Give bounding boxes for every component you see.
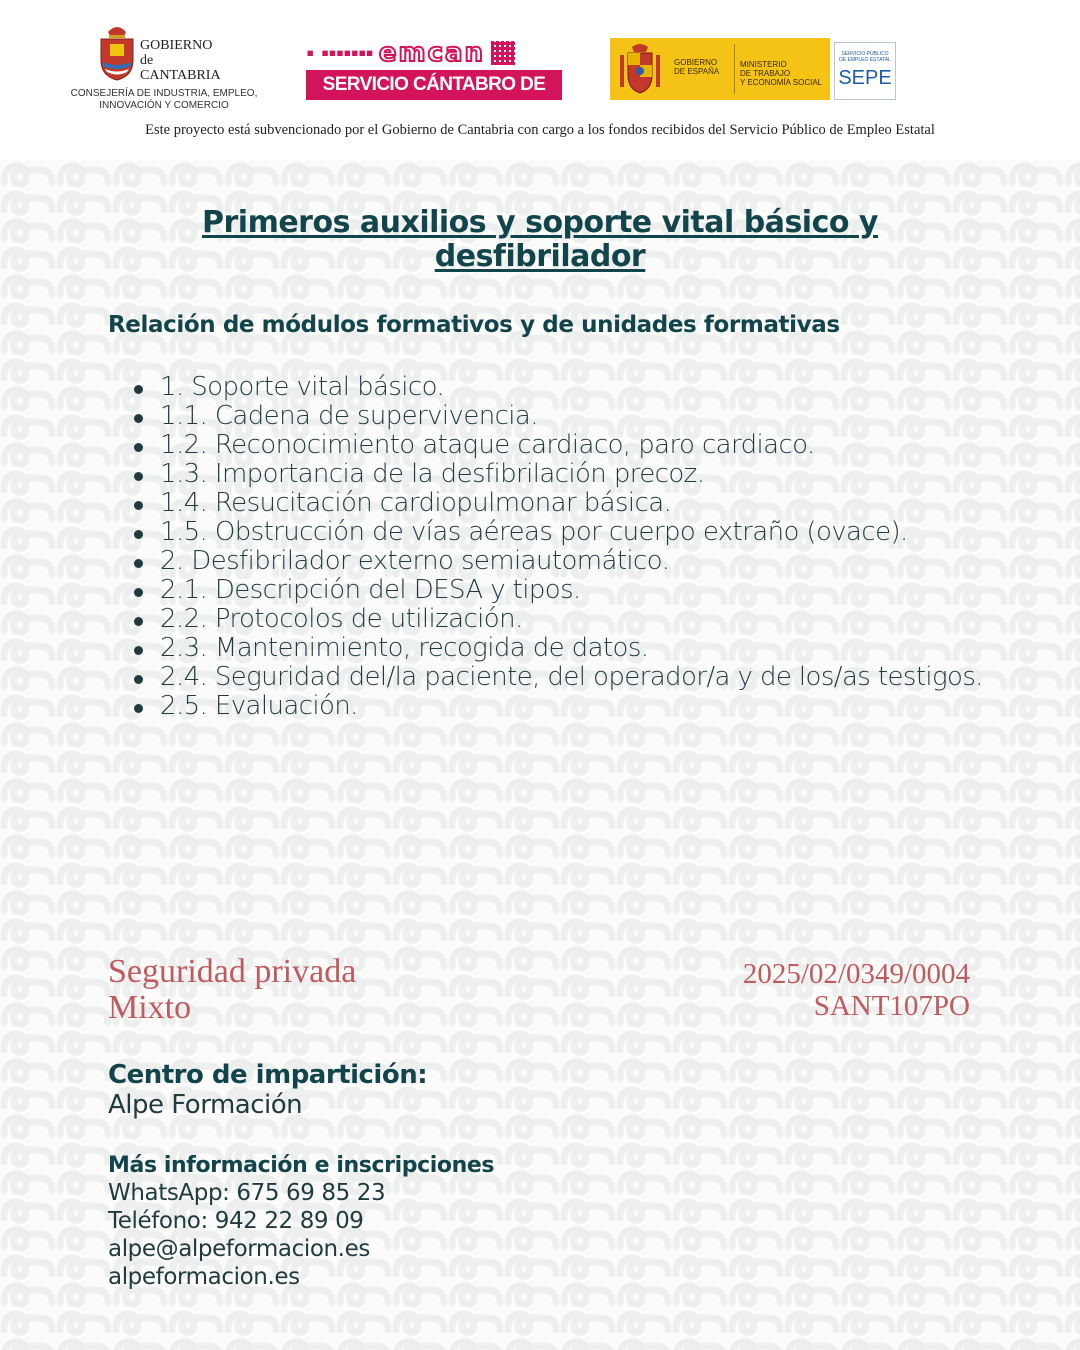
file-code: 2025/02/0349/0004 xyxy=(742,958,970,990)
module-item: 1.4. Resucitación cardiopulmonar básica. xyxy=(160,489,1060,518)
module-item: 2.1. Descripción del DESA y tipos. xyxy=(160,576,1060,605)
module-item: 2.4. Seguridad del/la paciente, del operador/a y de los/as testigos. xyxy=(160,663,1060,692)
gobierno-espana-logo xyxy=(610,38,830,100)
gobierno-espana-text: GOBIERNO DE ESPAÑA xyxy=(674,58,720,76)
module-item: 2. Desfibrilador externo semiautomático. xyxy=(160,547,1060,576)
module-item: 1.5. Obstrucción de vías aéreas por cuerpo extraño (ovace). xyxy=(160,518,1060,547)
cantabria-wordmark: GOBIERNO de CANTABRIA xyxy=(140,38,221,83)
email-link[interactable]: alpe@alpeformacion.es xyxy=(108,1236,370,1262)
emcan-dots-icon: ▪ ▪▪▪▪▪▪▪ xyxy=(306,45,373,61)
modules-list xyxy=(108,373,1060,721)
module-item: 1.2. Reconocimiento ataque cardiaco, paro cardiaco. xyxy=(160,431,1060,460)
subsidy-note: Este proyecto está subvencionado por el Gobierno de Cantabria con cargo a los fondos recibidos del Servicio Público de Empleo Estatal xyxy=(145,122,935,138)
whatsapp-number[interactable]: WhatsApp: 675 69 85 23 xyxy=(108,1180,386,1206)
sepe-wordmark: SEPE xyxy=(838,67,892,89)
course-sector: Seguridad privada xyxy=(108,953,357,990)
module-item: 2.2. Protocolos de utilización. xyxy=(160,605,1060,634)
modules-heading: Relación de módulos formativos y de unidades formativas xyxy=(108,312,840,338)
sepe-logo xyxy=(834,42,896,100)
emcan-logo xyxy=(306,38,564,125)
spain-coat-of-arms-icon xyxy=(618,43,662,95)
website-link[interactable]: alpeformacion.es xyxy=(108,1264,300,1290)
module-item: 1.1. Cadena de supervivencia. xyxy=(160,402,1060,431)
consejeria-name: CONSEJERÍA DE INDUSTRIA, EMPLEO, INNOVACIÓN Y COMERCIO xyxy=(70,88,258,111)
course-codes-block xyxy=(743,958,970,1022)
header xyxy=(0,0,1080,160)
contact-heading: Más información e inscripciones xyxy=(108,1153,495,1178)
gobierno-cantabria-logo xyxy=(68,20,260,114)
center-name: Alpe Formación xyxy=(108,1090,303,1120)
cantabria-coat-of-arms-icon xyxy=(98,22,136,82)
emcan-wordmark: emcan xyxy=(378,38,486,68)
course-sector-block xyxy=(108,954,356,1026)
course-modality: Mixto xyxy=(108,989,192,1026)
logo-divider xyxy=(734,44,735,94)
course-code: SANT107PO xyxy=(813,990,970,1022)
phone-number[interactable]: Teléfono: 942 22 89 09 xyxy=(108,1208,364,1234)
module-item: 1. Soporte vital básico. xyxy=(160,373,1060,402)
module-item: 1.3. Importancia de la desfibrilación precoz. xyxy=(160,460,1060,489)
module-item: 2.5. Evaluación. xyxy=(160,692,1060,721)
center-label: Centro de impartición: xyxy=(108,1060,428,1090)
ministerio-text: MINISTERIO DE TRABAJO Y ECONOMÍA SOCIAL xyxy=(740,60,823,87)
module-item: 2.3. Mantenimiento, recogida de datos. xyxy=(160,634,1060,663)
course-title: Primeros auxilios y soporte vital básico y desfibrilador xyxy=(202,205,878,274)
emcan-grid-icon xyxy=(491,41,515,65)
emcan-band-text: SERVICIO CÁNTABRO DE EMPLEO xyxy=(306,70,562,100)
sepe-subtext: SERVICIO PÚBLICO DE EMPLEO ESTATAL xyxy=(839,51,891,63)
